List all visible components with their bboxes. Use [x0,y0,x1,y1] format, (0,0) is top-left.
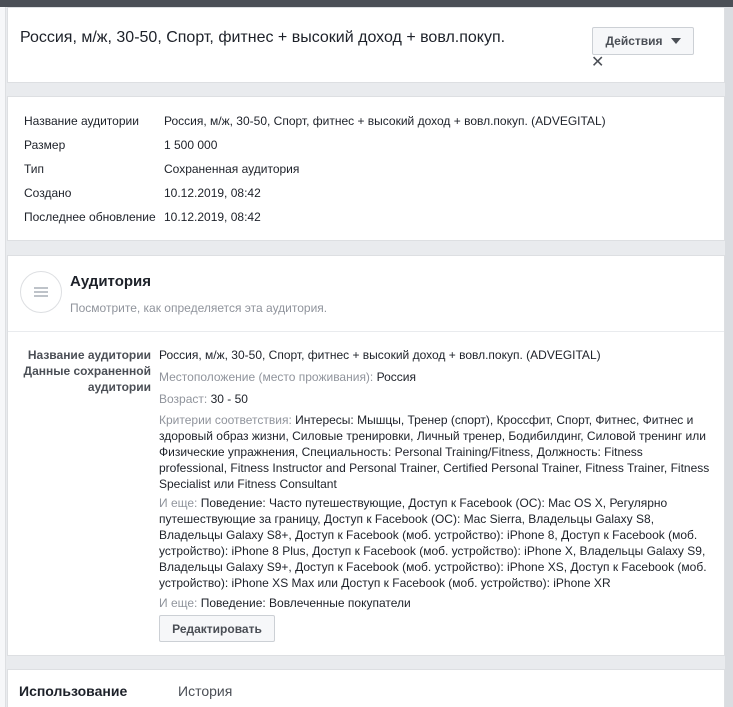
audience-name-value: Россия, м/ж, 30-50, Спорт, фитнес + высокий доход + вовл.покуп. (ADVEGITAL) [159,348,601,362]
detail-row [24,210,261,226]
audience-details-panel [7,96,725,241]
detail-row [24,114,606,130]
top-bar [0,0,733,7]
close-icon[interactable]: ✕ [591,54,605,71]
also-behaviour-line [159,495,714,591]
tab-usage[interactable]: Использование [19,683,128,699]
detail-row [24,186,261,202]
section-title: Аудитория [70,273,151,290]
detail-value: 10.12.2019, 08:42 [164,186,261,200]
location-value: Россия [376,370,416,384]
definition-labels [20,347,151,395]
also-value: Поведение: Часто путешествующие, Доступ к Facebook (ОС): Mac OS X, Регулярно путешествующие за границу, Доступ к Facebook (ОС): Mac Sierra, Владельцы Galaxy S8, Владельцы Galaxy S8+, Доступ к Facebook (моб. устройство): iPhone 8, Доступ к Facebook (моб. устройство): iPhone 8 Plus, Доступ к Facebook (моб. устройство): iPhone X, Владельцы Galaxy S9, Владельцы Galaxy S9+, Доступ к Facebook (моб. устройство): iPhone XS, Доступ к Facebook (моб. устройство): iPhone XS Max или Доступ к Facebook (моб. устройство): iPhone XR [159,496,707,590]
age-line [159,391,714,407]
also-engaged-line [159,595,714,611]
detail-value: 10.12.2019, 08:42 [164,210,261,224]
age-value: 30 - 50 [210,392,248,406]
detail-label: Создано [24,186,72,200]
detail-value: Россия, м/ж, 30-50, Спорт, фитнес + высокий доход + вовл.покуп. (ADVEGITAL) [164,114,606,128]
dialog-header [7,7,725,83]
criteria-key: Критерии соответствия: [159,413,292,427]
detail-value: Сохраненная аудитория [164,162,300,176]
saved-audience-data-label: Данные сохраненной аудитории [23,364,151,394]
detail-row [24,138,217,154]
actions-dropdown-button[interactable] [592,27,694,55]
actions-button-label: Действия [605,34,663,48]
list-icon [20,271,62,313]
caret-down-icon [671,38,681,44]
age-key: Возраст: [159,392,208,406]
also-key: И еще: [159,596,198,610]
bottom-tabs [7,669,725,707]
criteria-value: Интересы: Мышцы, Тренер (спорт), Кроссфит, Спорт, Фитнес, Фитнес и здоровый образ жизни, Силовые тренировки, Личный тренер, Бодибилдинг, Силовой тренинг или Физические упражнения, Специальность: Personal Training/Fitness, Должность: Fitness professional, Fitness Instructor and Personal Trainer, Certified Personal Trainer, Fitness Trainer, Fitness Specialist или Fitness Consultant [159,413,710,491]
also-key: И еще: [159,496,198,510]
tab-history[interactable]: История [178,683,233,699]
detail-label: Размер [24,138,66,152]
scrollbar-track[interactable] [725,7,733,707]
criteria-line [159,412,714,492]
detail-value: 1 500 000 [164,138,218,152]
divider [8,331,724,332]
definition-body [159,347,714,611]
audience-definition-panel [7,255,725,656]
location-line [159,369,714,385]
audience-name-label: Название аудитории [27,348,151,362]
dialog-title: Россия, м/ж, 30-50, Спорт, фитнес + высокий доход + вовл.покуп. [20,29,506,46]
also-value: Поведение: Вовлеченные покупатели [200,596,411,610]
background-table-edge [0,7,6,707]
detail-label: Тип [24,162,45,176]
detail-label: Последнее обновление [24,210,156,224]
detail-row [24,162,299,178]
edit-button[interactable]: Редактировать [159,615,275,642]
location-key: Местоположение (место проживания): [159,370,374,384]
detail-label: Название аудитории [24,114,139,128]
section-subtitle: Посмотрите, как определяется эта аудитория. [70,301,328,315]
